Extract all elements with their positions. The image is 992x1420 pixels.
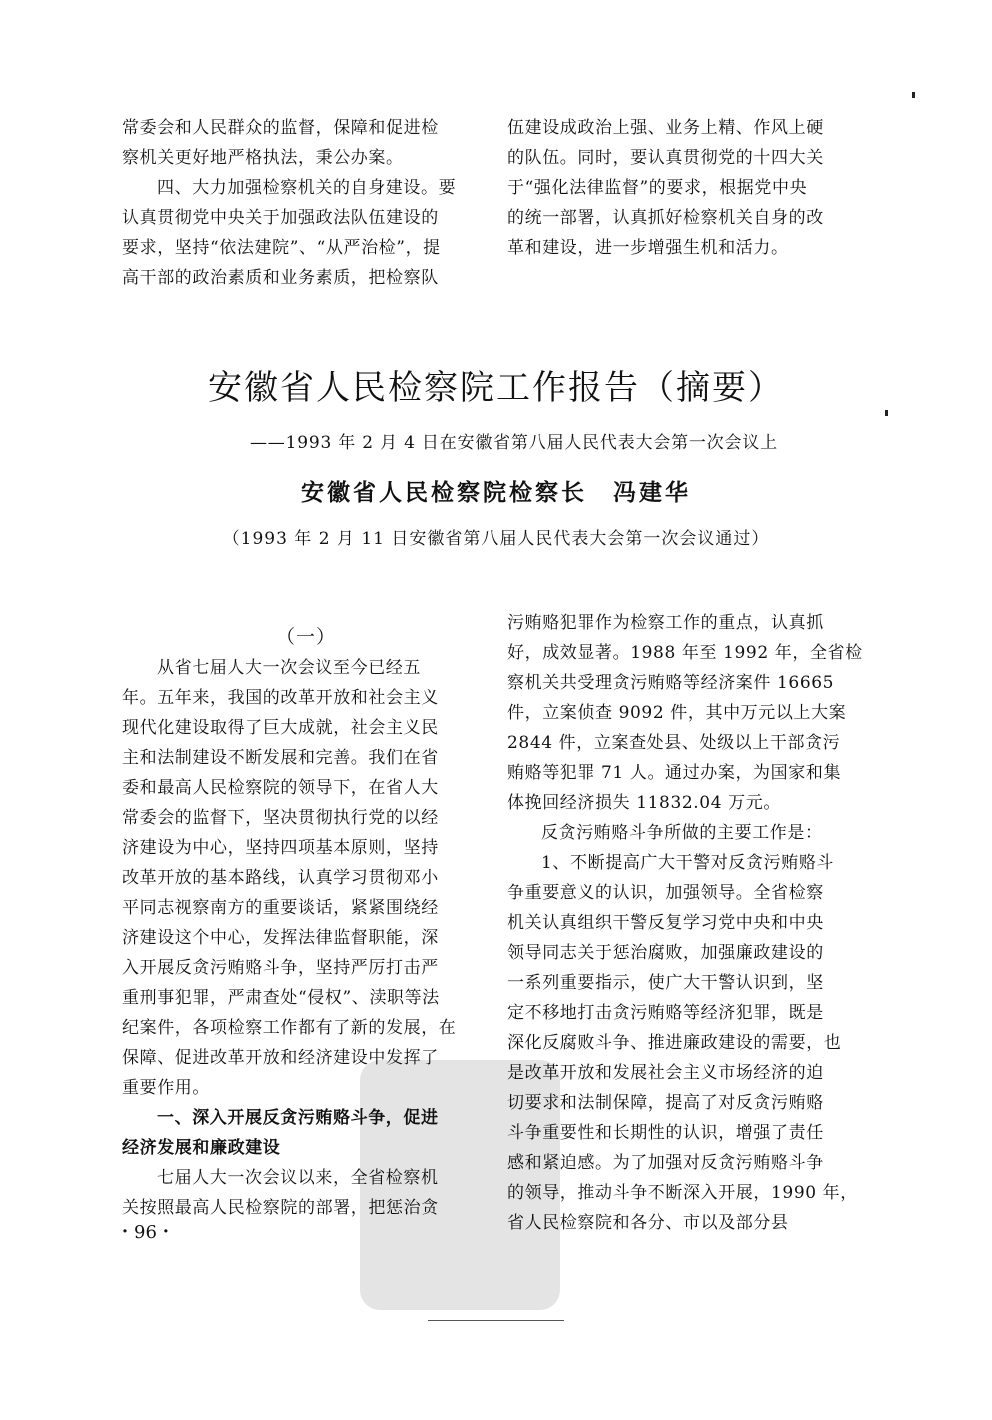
- text-line: 济建设这个中心，发挥法律监督职能，深: [122, 928, 439, 948]
- text-line: 感和紧迫感。为了加强对反贪污贿赂斗争: [507, 1153, 824, 1173]
- text-line: 察机关共受理贪污贿赂等经济案件 16665: [507, 673, 835, 693]
- article-author: 安徽省人民检察院检察长 冯建华: [301, 479, 691, 506]
- text-line: 件，立案侦查 9092 件，其中万元以上大案: [507, 703, 847, 723]
- article-subtitle: ——1993 年 2 月 4 日在安徽省第八届人民代表大会第一次会议上: [250, 433, 778, 453]
- text-line: 七届人大一次会议以来，全省检察机: [157, 1168, 439, 1188]
- text-line: 保障、促进改革开放和经济建设中发挥了: [122, 1048, 439, 1068]
- text-line: 体挽回经济损失 11832.04 万元。: [507, 793, 781, 813]
- text-line: 纪案件，各项检察工作都有了新的发展，在: [122, 1018, 457, 1038]
- text-line: 平同志视察南方的重要谈话，紧紧围绕经: [122, 898, 439, 918]
- text-line: 污贿赂犯罪作为检察工作的重点，认真抓: [507, 613, 824, 633]
- text-line: 深化反腐败斗争、推进廉政建设的需要，也: [507, 1033, 842, 1053]
- text-line: 革和建设，进一步增强生机和活力。: [507, 238, 789, 258]
- text-line: 高干部的政治素质和业务素质，把检察队: [122, 268, 439, 288]
- text-line: 争重要意义的认识，加强领导。全省检察: [507, 883, 824, 903]
- text-line: 斗争重要性和长期性的认识，增强了责任: [507, 1123, 824, 1143]
- section-heading: 经济发展和廉政建设: [122, 1138, 281, 1158]
- text-line: 2844 件，立案查处县、处级以上干部贪污: [507, 733, 841, 753]
- text-line: 贿赂等犯罪 71 人。通过办案，为国家和集: [507, 763, 842, 783]
- text-line: 领导同志关于惩治腐败，加强廉政建设的: [507, 943, 824, 963]
- text-line: 省人民检察院和各分、市以及部分县: [507, 1213, 789, 1233]
- text-line: 察机关更好地严格执法，秉公办案。: [122, 148, 404, 168]
- text-line: 重要作用。: [122, 1078, 210, 1098]
- text-line: 年。五年来，我国的改革开放和社会主义: [122, 688, 439, 708]
- text-line: 一系列重要指示，使广大干警认识到，坚: [507, 973, 824, 993]
- text-line: 关按照最高人民检察院的部署，把惩治贪: [122, 1198, 439, 1218]
- text-line: 于“强化法律监督”的要求，根据党中央: [507, 178, 808, 198]
- passed-note: （1993 年 2 月 11 日安徽省第八届人民代表大会第一次会议通过）: [222, 529, 770, 549]
- text-line: 定不移地打击贪污贿赂等经济犯罪，既是: [507, 1003, 824, 1023]
- text-line: 机关认真组织干警反复学习党中央和中央: [507, 913, 824, 933]
- divider: [428, 1320, 564, 1321]
- text-line: 切要求和法制保障，提高了对反贪污贿赂: [507, 1093, 824, 1113]
- text-line: 改革开放的基本路线，认真学习贯彻邓小: [122, 868, 439, 888]
- text-line: 的统一部署，认真抓好检察机关自身的改: [507, 208, 824, 228]
- text-line: 要求，坚持“依法建院”、“从严治检”，提: [122, 238, 441, 258]
- article-title: 安徽省人民检察院工作报告（摘要）: [208, 368, 784, 408]
- text-line: 现代化建设取得了巨大成就，社会主义民: [122, 718, 439, 738]
- section-heading: 一、深入开展反贪污贿赂斗争，促进: [157, 1108, 439, 1128]
- text-line: 1、不断提高广大干警对反贪污贿赂斗: [541, 853, 835, 873]
- text-line: 从省七届人大一次会议至今已经五: [157, 658, 421, 678]
- page-number: ・96・: [116, 1222, 175, 1243]
- scan-speck: [912, 92, 915, 98]
- text-line: 是改革开放和发展社会主义市场经济的迫: [507, 1063, 824, 1083]
- text-line: 常委会和人民群众的监督，保障和促进检: [122, 118, 439, 138]
- text-line: 的队伍。同时，要认真贯彻党的十四大关: [507, 148, 824, 168]
- text-line: 认真贯彻党中央关于加强政法队伍建设的: [122, 208, 439, 228]
- text-line: 委和最高人民检察院的领导下，在省人大: [122, 778, 439, 798]
- scan-speck: [885, 410, 888, 416]
- text-line: 好，成效显著。1988 年至 1992 年，全省检: [507, 643, 863, 663]
- text-line: 四、大力加强检察机关的自身建设。要: [157, 178, 457, 198]
- text-line: 济建设为中心，坚持四项基本原则，坚持: [122, 838, 439, 858]
- text-line: 主和法制建设不断发展和完善。我们在省: [122, 748, 439, 768]
- text-line: 的领导，推动斗争不断深入开展，1990 年，: [507, 1183, 858, 1203]
- text-line: 伍建设成政治上强、业务上精、作风上硬: [507, 118, 824, 138]
- section-number: （一）: [276, 626, 337, 648]
- text-line: 反贪污贿赂斗争所做的主要工作是：: [541, 823, 823, 843]
- text-line: 常委会的监督下，坚决贯彻执行党的以经: [122, 808, 439, 828]
- text-line: 入开展反贪污贿赂斗争，坚持严厉打击严: [122, 958, 439, 978]
- text-line: 重刑事犯罪，严肃查处“侵权”、渎职等法: [122, 988, 440, 1008]
